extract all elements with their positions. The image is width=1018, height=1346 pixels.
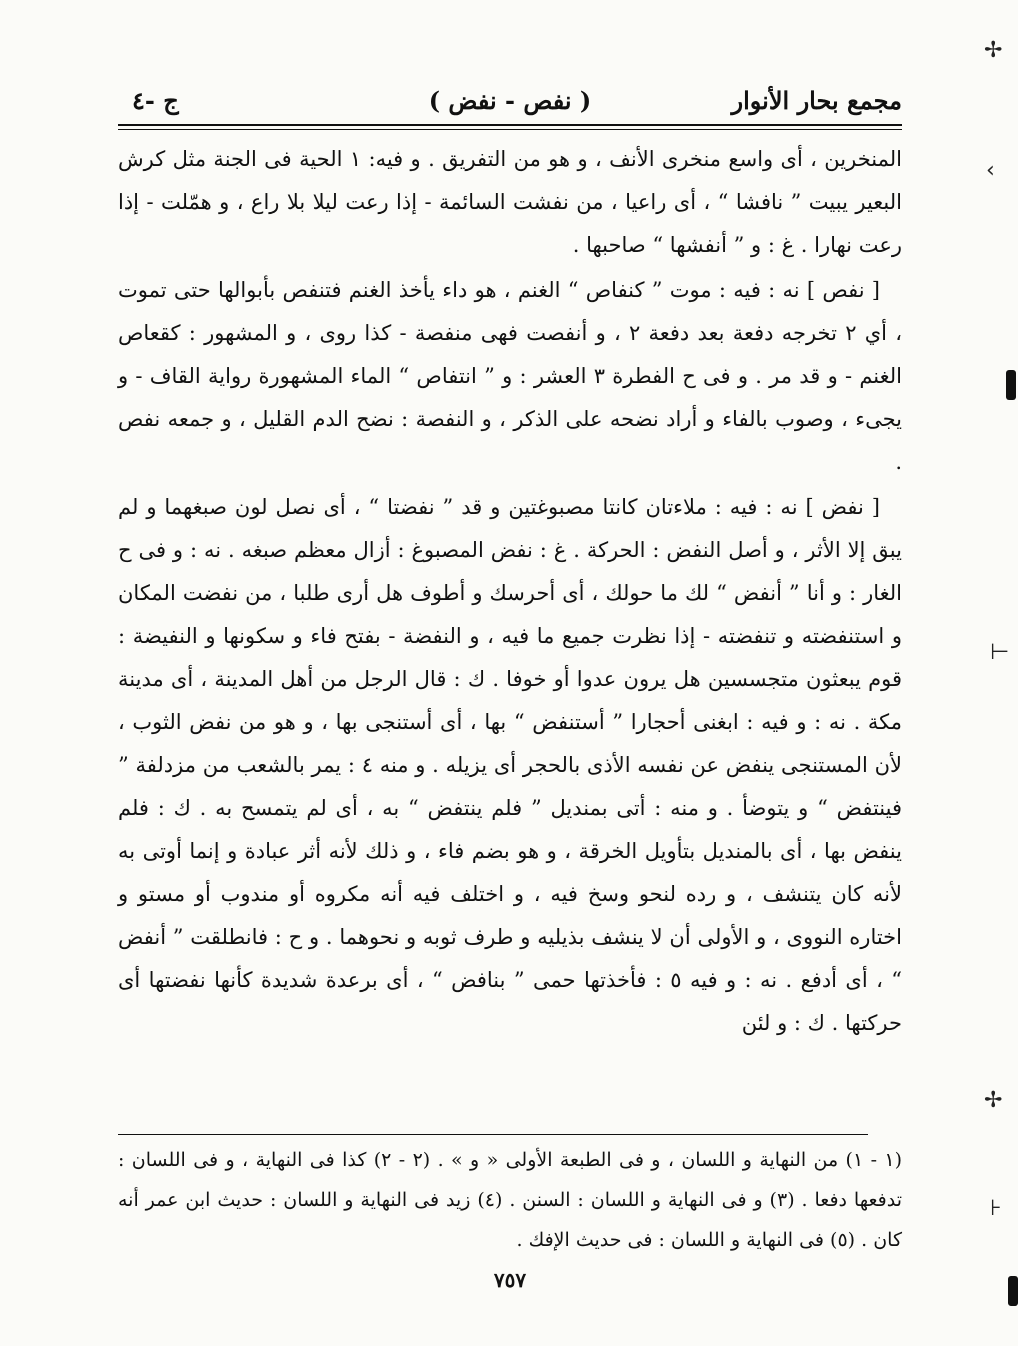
page-header [118, 78, 902, 122]
document-page [118, 78, 902, 1318]
entry-range: ( نفص - نفض ) [428, 86, 592, 115]
margin-mark-icon: ✢ [984, 1088, 1003, 1113]
footnote-rule [118, 1134, 868, 1135]
footnote-text: (١ - ١) من النهاية و اللسان ، و فى الطبعة الأولى « و » . (٢ - ٢) كذا فى النهاية ، و فى اللسان : تدفعها دفعا . (٣) و فى النهاية و اللسان : السنن . (٤) زيد فى النهاية و اللسان : حديث ابن عمر أنه كان . (٥) فى النهاية و اللسان : فى حديث الإفك . [118, 1149, 903, 1251]
ink-blot [1008, 1276, 1018, 1306]
main-text [118, 138, 902, 1047]
header-rule [118, 124, 902, 126]
footnotes [118, 1140, 902, 1260]
book-title: مجمع بحار الأنوار [731, 86, 902, 115]
header-rule-thin [118, 129, 902, 130]
paragraph: المنخرين ، أى واسع منخرى الأنف ، و هو من التفريق . و فيه: ١ الحية فى الجنة مثل كرش البعير يبيت ” نافشا “ ، أى راعيا ، من نفشت السائمة - إذا رعت ليلا بلا راع ، و همّلت - إذا رعت نهارا . غ : و ” أنفشها “ صاحبها . [118, 147, 902, 257]
page-number: ٧٥٧ [493, 1268, 527, 1292]
margin-mark-icon: ⊦ [990, 1196, 1002, 1221]
margin-mark-icon: ⊢ [990, 640, 1010, 665]
volume-label: ج -٤ [132, 86, 179, 115]
margin-mark-icon: ✢ [984, 38, 1003, 63]
margin-mark-icon: ‹ [986, 158, 995, 183]
paragraph-entry-nafas: [ نفص ] نه : فيه : موت ” كنفاص “ الغنم ، هو داء يأخذ الغنم فتنفص بأبوالها حتى تموت ، أي ٢ تخرجه دفعة بعد دفعة ٢ ، و أنفصت فهى منفصة - كذا روى ، و المشهور : كقعاص الغنم - و قد مر . و فى ح الفطرة ٣ العشر : و ” انتفاص “ الماء المشهورة رواية القاف - و يجىء ، وصوب بالفاء و أراد نضحه على الذكر ، و النفصة : نضح الدم القليل ، و جمعه نفص . [118, 278, 902, 474]
paragraph-entry-nafad: [ نفض ] نه : فيه : ملاءتان كانتا مصبوغتين و قد ” نفضتا “ ، أى نصل لون صبغهما و لم يبق إلا الأثر ، و أصل النفض : الحركة . غ : نفض المصبوغ : أزال معظم صبغه . نه : و فى ح الغار : و أنا ” أنفض “ لك ما حولك ، أى أحرسك و أطوف هل أرى طلبا ، من نفضت المكان و استنفضته و تنفضته - إذا نظرت جميع ما فيه ، و النفضة - بفتح فاء و سكونها و النفيضة : قوم يبعثون متجسسين هل يرون عدوا أو خوفا . ك : قال الرجل من أهل المدينة ، أى مدينة مكة . نه : و فيه : ابغنى أحجارا ” أستنفض “ بها ، أى أستنجى بها ، و هو من نفض الثوب ، لأن المستنجى ينفض عن نفسه الأذى بالحجر أى يزيله . و منه ٤ : يمر بالشعب من مزدلفة ” فينتفض “ و يتوضأ . و منه : أتى بمنديل ” فلم ينتفض “ به ، أى لم يتمسح به . ك : فلم ينفض بها ، أى بالمنديل بتأويل الخرقة ، و هو بضم فاء ، و ذلك لأنه أثر عبادة و إنما أوتى به لأنه كان يتنشف ، و رده لنحو وسخ فيه ، و اختلف فيه أنه مكروه أو مندوب أو مستو و اختاره النووى ، و الأولى أن لا ينشف بذيليه و طرف ثوبه و نحوهما . و ح : فانطلقت ” أنفض “ ، أى أدفع . نه : و فيه ٥ : فأخذتها حمى ” بنافض “ ، أى برعدة شديدة كأنها نفضتها أى حركتها . ك : و لئن [118, 495, 903, 1035]
ink-blot [1006, 370, 1016, 400]
